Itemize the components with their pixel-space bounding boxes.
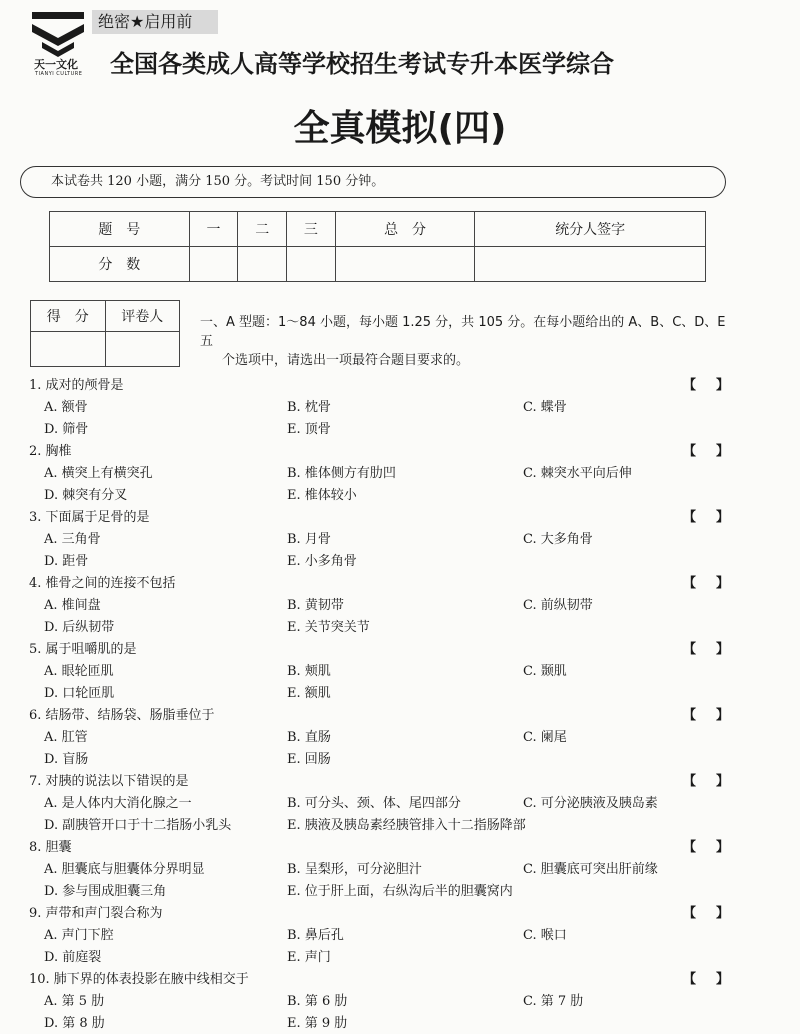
grader-table — [30, 300, 180, 367]
answer-option: B. 可分头、颈、体、尾四部分 — [287, 796, 461, 811]
grader-table-cell: 评卷人 — [105, 301, 180, 332]
answer-option: E. 额肌 — [287, 686, 331, 701]
answer-option: A. 第 5 肋 — [44, 994, 105, 1009]
score-table-cell: 总 分 — [335, 212, 475, 247]
question-stem: 7. 对胰的说法以下错误的是 — [29, 774, 189, 789]
bracket-open: 【 — [683, 906, 697, 921]
grader-table-header-row — [31, 301, 180, 332]
score-entry-cell[interactable] — [475, 247, 706, 282]
answer-bracket[interactable] — [683, 638, 729, 657]
answer-option: A. 肛管 — [44, 730, 88, 745]
score-table-cell: 一 — [189, 212, 238, 247]
answer-bracket[interactable] — [683, 572, 729, 591]
answer-option: D. 筛骨 — [44, 422, 89, 437]
answer-option: E. 胰液及胰岛素经胰管排入十二指肠降部 — [287, 818, 526, 833]
answer-option: B. 枕骨 — [287, 400, 331, 415]
section-heading — [200, 313, 740, 370]
grader-entry-cell[interactable] — [31, 332, 106, 367]
question-item — [0, 836, 800, 902]
answer-option: C. 阑尾 — [523, 730, 567, 745]
bracket-open: 【 — [683, 708, 697, 723]
answer-option: E. 椎体较小 — [287, 488, 357, 503]
bracket-open: 【 — [683, 378, 697, 393]
answer-option: A. 额骨 — [44, 400, 88, 415]
chevron-logo-icon — [30, 12, 86, 58]
grader-entry-cell[interactable] — [105, 332, 180, 367]
answer-option: E. 声门 — [287, 950, 331, 965]
score-table-score-row — [50, 247, 706, 282]
question-item — [0, 902, 800, 968]
score-entry-cell[interactable] — [238, 247, 287, 282]
question-item — [0, 968, 800, 1034]
answer-option: E. 回肠 — [287, 752, 331, 767]
answer-option: D. 盲肠 — [44, 752, 89, 767]
bracket-close: 】 — [715, 576, 729, 591]
answer-option: B. 椎体侧方有肋凹 — [287, 466, 396, 481]
answer-option: B. 颊肌 — [287, 664, 331, 679]
answer-option: A. 胆囊底与胆囊体分界明显 — [44, 862, 205, 877]
exam-subtitle: 全真模拟(四) — [293, 108, 507, 149]
question-stem: 3. 下面属于足骨的是 — [29, 510, 150, 525]
question-stem: 5. 属于咀嚼肌的是 — [29, 642, 137, 657]
secret-label: 绝密★启用前 — [92, 10, 218, 34]
section-heading-line2: 个选项中，请选出一项最符合题目要求的。 — [222, 353, 470, 368]
bracket-close: 】 — [715, 444, 729, 459]
answer-bracket[interactable] — [683, 440, 729, 459]
answer-bracket[interactable] — [683, 836, 729, 855]
bracket-open: 【 — [683, 510, 697, 525]
answer-option: C. 可分泌胰液及胰岛素 — [523, 796, 658, 811]
section-heading-line1: 一、A 型题：1～84 小题，每小题 1.25 分，共 105 分。在每小题给出的 A、B、C、D、E 五 — [200, 315, 726, 349]
bracket-open: 【 — [683, 972, 697, 987]
answer-option: C. 喉口 — [523, 928, 567, 943]
answer-bracket[interactable] — [683, 704, 729, 723]
score-table — [49, 211, 706, 282]
answer-option: A. 横突上有横突孔 — [44, 466, 153, 481]
question-item — [0, 770, 800, 836]
score-table-cell: 二 — [238, 212, 287, 247]
score-table-cell: 三 — [287, 212, 336, 247]
exam-title: 全国各类成人高等学校招生考试专升本医学综合 — [110, 50, 614, 78]
score-table-header-row — [50, 212, 706, 247]
bracket-close: 】 — [715, 642, 729, 657]
question-stem: 9. 声带和声门裂合称为 — [29, 906, 163, 921]
answer-bracket[interactable] — [683, 968, 729, 987]
score-entry-cell[interactable] — [287, 247, 336, 282]
logo-subtext: TIANYI CULTURE — [35, 71, 83, 77]
question-stem: 10. 肺下界的体表投影在腋中线相交于 — [29, 972, 249, 987]
score-entry-cell[interactable] — [189, 247, 238, 282]
answer-option: D. 副胰管开口于十二指肠小乳头 — [44, 818, 232, 833]
bracket-open: 【 — [683, 444, 697, 459]
answer-option: C. 大多角骨 — [523, 532, 593, 547]
answer-option: C. 蝶骨 — [523, 400, 567, 415]
answer-option: D. 后纵韧带 — [44, 620, 115, 635]
answer-option: E. 小多角骨 — [287, 554, 357, 569]
answer-bracket[interactable] — [683, 506, 729, 525]
bracket-open: 【 — [683, 576, 697, 591]
answer-option: B. 黄韧带 — [287, 598, 344, 613]
answer-option: E. 第 9 肋 — [287, 1016, 348, 1031]
question-item — [0, 506, 800, 572]
answer-option: C. 第 7 肋 — [523, 994, 584, 1009]
question-stem: 4. 椎骨之间的连接不包括 — [29, 576, 176, 591]
answer-option: E. 关节突关节 — [287, 620, 370, 635]
bracket-open: 【 — [683, 840, 697, 855]
answer-option: E. 顶骨 — [287, 422, 331, 437]
question-stem: 6. 结肠带、结肠袋、肠脂垂位于 — [29, 708, 215, 723]
answer-option: A. 三角骨 — [44, 532, 101, 547]
question-item — [0, 572, 800, 638]
answer-option: D. 距骨 — [44, 554, 89, 569]
bracket-close: 】 — [715, 906, 729, 921]
bracket-close: 】 — [715, 510, 729, 525]
bracket-close: 】 — [715, 774, 729, 789]
bracket-open: 【 — [683, 774, 697, 789]
answer-option: B. 呈梨形，可分泌胆汁 — [287, 862, 422, 877]
question-list — [0, 374, 800, 1034]
answer-option: E. 位于肝上面，右纵沟后半的胆囊窝内 — [287, 884, 513, 899]
answer-bracket[interactable] — [683, 374, 729, 393]
question-stem: 2. 胸椎 — [29, 444, 72, 459]
exam-notice: 本试卷共 120 小题，满分 150 分。考试时间 150 分钟。 — [20, 166, 726, 198]
bracket-close: 】 — [715, 708, 729, 723]
question-item — [0, 638, 800, 704]
bracket-close: 】 — [715, 840, 729, 855]
question-item — [0, 374, 800, 440]
question-item — [0, 704, 800, 770]
answer-option: C. 前纵韧带 — [523, 598, 593, 613]
question-stem: 1. 成对的颅骨是 — [29, 378, 124, 393]
answer-option: B. 鼻后孔 — [287, 928, 344, 943]
logo-text: 天一文化 — [34, 58, 78, 71]
answer-bracket[interactable] — [683, 770, 729, 789]
score-table-cell: 分 数 — [50, 247, 190, 282]
grader-table-entry-row — [31, 332, 180, 367]
answer-option: A. 声门下腔 — [44, 928, 114, 943]
answer-bracket[interactable] — [683, 902, 729, 921]
question-item — [0, 440, 800, 506]
grader-table-cell: 得 分 — [31, 301, 106, 332]
answer-option: B. 月骨 — [287, 532, 331, 547]
answer-option: D. 口轮匝肌 — [44, 686, 115, 701]
score-table-cell: 题 号 — [50, 212, 190, 247]
score-table-cell: 统分人签字 — [475, 212, 706, 247]
answer-option: B. 第 6 肋 — [287, 994, 348, 1009]
answer-option: D. 前庭裂 — [44, 950, 102, 965]
answer-option: D. 棘突有分叉 — [44, 488, 128, 503]
question-stem: 8. 胆囊 — [29, 840, 72, 855]
answer-option: B. 直肠 — [287, 730, 331, 745]
answer-option: D. 参与围成胆囊三角 — [44, 884, 167, 899]
bracket-close: 】 — [715, 972, 729, 987]
bracket-close: 】 — [715, 378, 729, 393]
answer-option: A. 是人体内大消化腺之一 — [44, 796, 192, 811]
score-entry-cell[interactable] — [335, 247, 475, 282]
bracket-open: 【 — [683, 642, 697, 657]
answer-option: C. 颞肌 — [523, 664, 567, 679]
answer-option: A. 椎间盘 — [44, 598, 101, 613]
answer-option: C. 棘突水平向后伸 — [523, 466, 632, 481]
answer-option: C. 胆囊底可突出肝前缘 — [523, 862, 658, 877]
answer-option: D. 第 8 肋 — [44, 1016, 105, 1031]
answer-option: A. 眼轮匝肌 — [44, 664, 114, 679]
